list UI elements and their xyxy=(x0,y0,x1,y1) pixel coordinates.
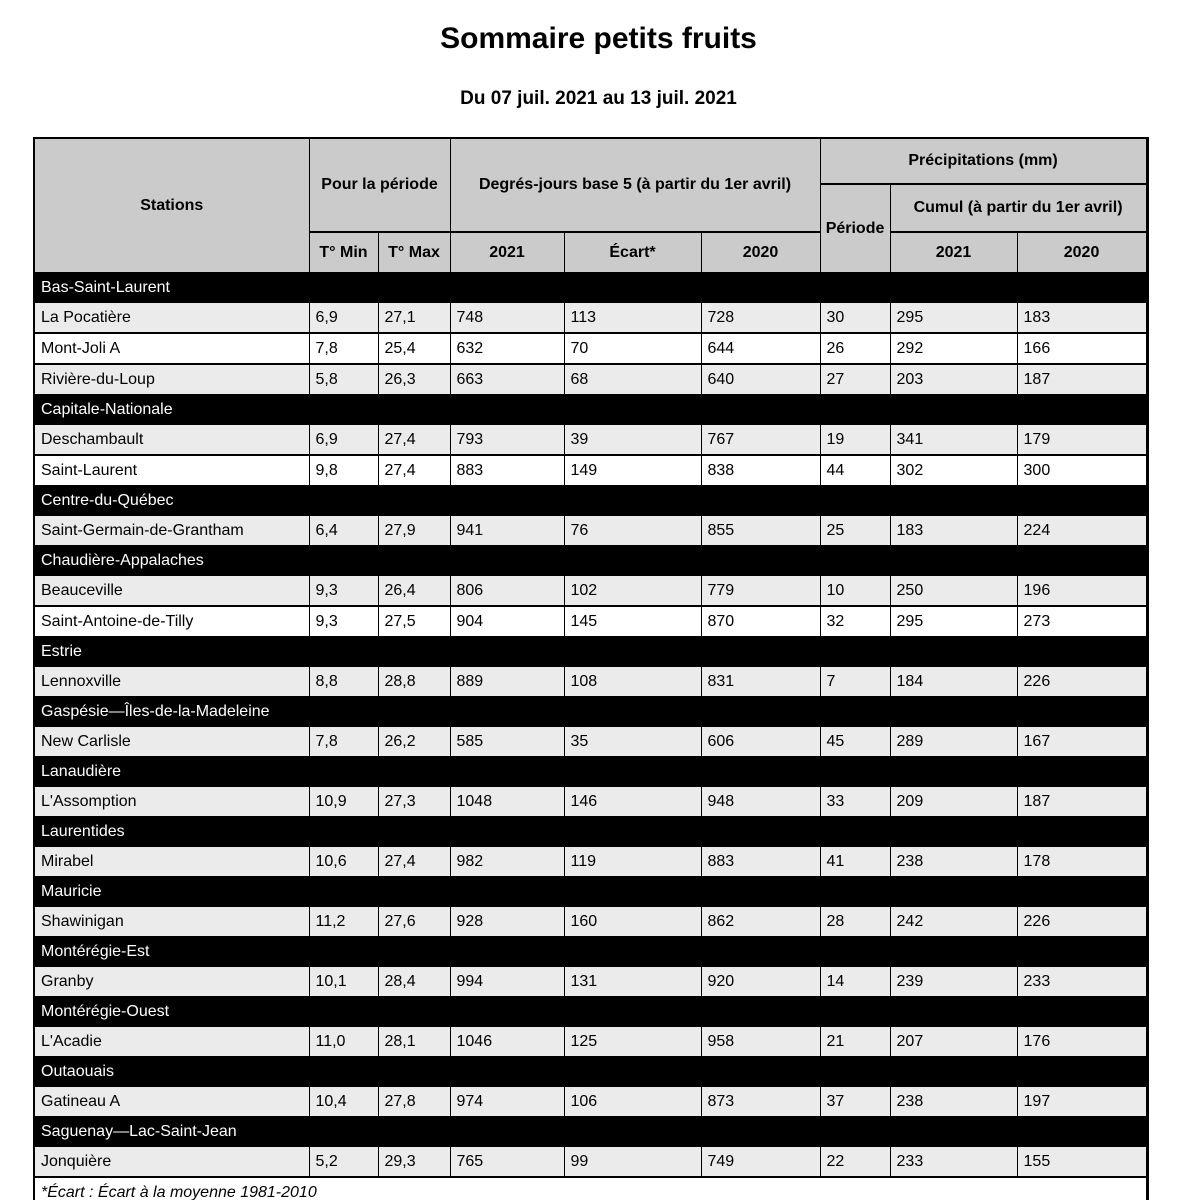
value-cell-cumul-2020: 224 xyxy=(1017,515,1147,546)
value-cell-dj-2020: 838 xyxy=(701,455,820,486)
region-row xyxy=(34,877,1147,906)
value-cell-t-max: 27,6 xyxy=(378,906,450,937)
value-cell-dj-2021: 765 xyxy=(450,1146,564,1177)
region-row xyxy=(34,486,1147,515)
station-row xyxy=(34,333,1147,364)
value-cell-precip-periode: 45 xyxy=(820,726,890,757)
header-pour-la-periode: Pour la période xyxy=(309,138,450,232)
station-name-cell: Saint-Laurent xyxy=(34,455,309,486)
value-cell-cumul-2020: 233 xyxy=(1017,966,1147,997)
value-cell-dj-2020: 640 xyxy=(701,364,820,395)
station-row xyxy=(34,302,1147,333)
header-dj-2021: 2021 xyxy=(450,232,564,273)
value-cell-t-min: 6,9 xyxy=(309,424,378,455)
region-header: Estrie xyxy=(34,637,1147,666)
station-row xyxy=(34,606,1147,637)
value-cell-t-min: 6,4 xyxy=(309,515,378,546)
value-cell-t-max: 29,3 xyxy=(378,1146,450,1177)
value-cell-cumul-2021: 289 xyxy=(890,726,1017,757)
value-cell-cumul-2021: 209 xyxy=(890,786,1017,817)
region-header: Bas-Saint-Laurent xyxy=(34,273,1147,302)
value-cell-t-max: 28,1 xyxy=(378,1026,450,1057)
value-cell-t-max: 27,8 xyxy=(378,1086,450,1117)
value-cell-dj-2021: 889 xyxy=(450,666,564,697)
footnote-row xyxy=(34,1177,1147,1200)
value-cell-dj-ecart: 102 xyxy=(564,575,701,606)
header-cumul: Cumul (à partir du 1er avril) xyxy=(890,184,1147,232)
value-cell-cumul-2020: 166 xyxy=(1017,333,1147,364)
value-cell-cumul-2021: 233 xyxy=(890,1146,1017,1177)
value-cell-t-min: 9,3 xyxy=(309,575,378,606)
value-cell-dj-2021: 806 xyxy=(450,575,564,606)
value-cell-dj-2021: 904 xyxy=(450,606,564,637)
value-cell-t-max: 25,4 xyxy=(378,333,450,364)
value-cell-cumul-2020: 176 xyxy=(1017,1026,1147,1057)
station-name-cell: Saint-Germain-de-Grantham xyxy=(34,515,309,546)
value-cell-precip-periode: 19 xyxy=(820,424,890,455)
station-name-cell: Lennoxville xyxy=(34,666,309,697)
value-cell-cumul-2020: 155 xyxy=(1017,1146,1147,1177)
region-row xyxy=(34,273,1147,302)
value-cell-dj-2020: 767 xyxy=(701,424,820,455)
summary-table xyxy=(33,137,1149,1200)
value-cell-dj-ecart: 76 xyxy=(564,515,701,546)
station-name-cell: Gatineau A xyxy=(34,1086,309,1117)
value-cell-cumul-2020: 273 xyxy=(1017,606,1147,637)
value-cell-dj-2021: 748 xyxy=(450,302,564,333)
value-cell-dj-2021: 883 xyxy=(450,455,564,486)
station-name-cell: L'Assomption xyxy=(34,786,309,817)
value-cell-precip-periode: 30 xyxy=(820,302,890,333)
value-cell-cumul-2021: 238 xyxy=(890,1086,1017,1117)
value-cell-t-min: 10,4 xyxy=(309,1086,378,1117)
value-cell-dj-2021: 793 xyxy=(450,424,564,455)
value-cell-dj-2021: 941 xyxy=(450,515,564,546)
date-range-subtitle: Du 07 juil. 2021 au 13 juil. 2021 xyxy=(460,88,737,109)
region-header: Laurentides xyxy=(34,817,1147,846)
header-stations: Stations xyxy=(34,138,309,273)
value-cell-cumul-2020: 183 xyxy=(1017,302,1147,333)
value-cell-t-max: 28,4 xyxy=(378,966,450,997)
table-header xyxy=(34,138,1147,273)
value-cell-t-min: 11,2 xyxy=(309,906,378,937)
value-cell-dj-ecart: 106 xyxy=(564,1086,701,1117)
station-row xyxy=(34,666,1147,697)
value-cell-dj-ecart: 39 xyxy=(564,424,701,455)
station-row xyxy=(34,1146,1147,1177)
value-cell-precip-periode: 28 xyxy=(820,906,890,937)
value-cell-t-max: 27,1 xyxy=(378,302,450,333)
value-cell-precip-periode: 22 xyxy=(820,1146,890,1177)
value-cell-dj-ecart: 146 xyxy=(564,786,701,817)
value-cell-cumul-2021: 250 xyxy=(890,575,1017,606)
value-cell-dj-ecart: 99 xyxy=(564,1146,701,1177)
footnote-text: *Écart : Écart à la moyenne 1981-2010 xyxy=(34,1177,1147,1200)
value-cell-dj-2021: 982 xyxy=(450,846,564,877)
value-cell-precip-periode: 10 xyxy=(820,575,890,606)
value-cell-cumul-2020: 167 xyxy=(1017,726,1147,757)
value-cell-precip-periode: 7 xyxy=(820,666,890,697)
value-cell-dj-2020: 948 xyxy=(701,786,820,817)
station-name-cell: Jonquière xyxy=(34,1146,309,1177)
region-header: Chaudière-Appalaches xyxy=(34,546,1147,575)
station-name-cell: L'Acadie xyxy=(34,1026,309,1057)
value-cell-dj-2020: 728 xyxy=(701,302,820,333)
value-cell-dj-2020: 920 xyxy=(701,966,820,997)
region-row xyxy=(34,697,1147,726)
value-cell-dj-2020: 749 xyxy=(701,1146,820,1177)
value-cell-dj-2020: 873 xyxy=(701,1086,820,1117)
value-cell-dj-2021: 663 xyxy=(450,364,564,395)
value-cell-dj-2020: 644 xyxy=(701,333,820,364)
header-t-max: T° Max xyxy=(378,232,450,273)
value-cell-precip-periode: 33 xyxy=(820,786,890,817)
value-cell-precip-periode: 44 xyxy=(820,455,890,486)
value-cell-cumul-2021: 341 xyxy=(890,424,1017,455)
value-cell-dj-ecart: 149 xyxy=(564,455,701,486)
value-cell-cumul-2021: 302 xyxy=(890,455,1017,486)
value-cell-precip-periode: 25 xyxy=(820,515,890,546)
header-t-min: T° Min xyxy=(309,232,378,273)
value-cell-t-min: 8,8 xyxy=(309,666,378,697)
header-dj-ecart: Écart* xyxy=(564,232,701,273)
value-cell-dj-ecart: 125 xyxy=(564,1026,701,1057)
page-title: Sommaire petits fruits xyxy=(440,22,757,55)
value-cell-dj-ecart: 160 xyxy=(564,906,701,937)
value-cell-cumul-2021: 242 xyxy=(890,906,1017,937)
value-cell-cumul-2021: 183 xyxy=(890,515,1017,546)
value-cell-precip-periode: 26 xyxy=(820,333,890,364)
value-cell-dj-ecart: 70 xyxy=(564,333,701,364)
value-cell-dj-ecart: 113 xyxy=(564,302,701,333)
value-cell-dj-2020: 831 xyxy=(701,666,820,697)
value-cell-cumul-2021: 292 xyxy=(890,333,1017,364)
value-cell-cumul-2021: 239 xyxy=(890,966,1017,997)
region-header: Mauricie xyxy=(34,877,1147,906)
value-cell-cumul-2020: 226 xyxy=(1017,906,1147,937)
table-body xyxy=(34,273,1147,1200)
value-cell-dj-ecart: 35 xyxy=(564,726,701,757)
region-header: Gaspésie—Îles-de-la-Madeleine xyxy=(34,697,1147,726)
region-row xyxy=(34,546,1147,575)
value-cell-cumul-2020: 187 xyxy=(1017,364,1147,395)
station-row xyxy=(34,786,1147,817)
header-cumul-2021: 2021 xyxy=(890,232,1017,273)
region-row xyxy=(34,1117,1147,1146)
header-degres-jours: Degrés-jours base 5 (à partir du 1er avril) xyxy=(450,138,820,232)
region-header: Montérégie-Est xyxy=(34,937,1147,966)
station-name-cell: Mont-Joli A xyxy=(34,333,309,364)
value-cell-dj-2021: 974 xyxy=(450,1086,564,1117)
value-cell-cumul-2021: 295 xyxy=(890,606,1017,637)
value-cell-t-max: 27,4 xyxy=(378,846,450,877)
value-cell-t-min: 6,9 xyxy=(309,302,378,333)
value-cell-t-min: 7,8 xyxy=(309,333,378,364)
value-cell-t-max: 27,9 xyxy=(378,515,450,546)
value-cell-cumul-2020: 196 xyxy=(1017,575,1147,606)
region-row xyxy=(34,637,1147,666)
value-cell-dj-2021: 1046 xyxy=(450,1026,564,1057)
region-header: Montérégie-Ouest xyxy=(34,997,1147,1026)
value-cell-cumul-2020: 226 xyxy=(1017,666,1147,697)
station-row xyxy=(34,846,1147,877)
value-cell-cumul-2020: 197 xyxy=(1017,1086,1147,1117)
station-name-cell: Rivière-du-Loup xyxy=(34,364,309,395)
station-row xyxy=(34,1026,1147,1057)
region-row xyxy=(34,817,1147,846)
region-header: Centre-du-Québec xyxy=(34,486,1147,515)
station-name-cell: Beauceville xyxy=(34,575,309,606)
value-cell-t-min: 5,8 xyxy=(309,364,378,395)
header-periode: Période xyxy=(820,184,890,273)
value-cell-dj-2020: 958 xyxy=(701,1026,820,1057)
value-cell-t-max: 26,3 xyxy=(378,364,450,395)
value-cell-cumul-2021: 184 xyxy=(890,666,1017,697)
value-cell-dj-2020: 779 xyxy=(701,575,820,606)
value-cell-precip-periode: 27 xyxy=(820,364,890,395)
value-cell-cumul-2020: 300 xyxy=(1017,455,1147,486)
region-header: Outaouais xyxy=(34,1057,1147,1086)
value-cell-t-min: 7,8 xyxy=(309,726,378,757)
station-name-cell: Saint-Antoine-de-Tilly xyxy=(34,606,309,637)
value-cell-cumul-2021: 295 xyxy=(890,302,1017,333)
header-precipitations: Précipitations (mm) xyxy=(820,138,1147,184)
value-cell-t-min: 9,8 xyxy=(309,455,378,486)
station-row xyxy=(34,966,1147,997)
value-cell-t-max: 27,3 xyxy=(378,786,450,817)
value-cell-precip-periode: 14 xyxy=(820,966,890,997)
value-cell-dj-2020: 883 xyxy=(701,846,820,877)
value-cell-t-max: 27,5 xyxy=(378,606,450,637)
value-cell-precip-periode: 37 xyxy=(820,1086,890,1117)
station-row xyxy=(34,906,1147,937)
value-cell-precip-periode: 41 xyxy=(820,846,890,877)
value-cell-precip-periode: 21 xyxy=(820,1026,890,1057)
station-row xyxy=(34,364,1147,395)
value-cell-t-min: 10,9 xyxy=(309,786,378,817)
station-row xyxy=(34,575,1147,606)
region-row xyxy=(34,997,1147,1026)
station-name-cell: New Carlisle xyxy=(34,726,309,757)
value-cell-dj-2020: 862 xyxy=(701,906,820,937)
value-cell-dj-ecart: 131 xyxy=(564,966,701,997)
value-cell-t-min: 5,2 xyxy=(309,1146,378,1177)
value-cell-t-min: 10,6 xyxy=(309,846,378,877)
station-name-cell: Granby xyxy=(34,966,309,997)
value-cell-dj-ecart: 108 xyxy=(564,666,701,697)
station-row xyxy=(34,726,1147,757)
region-row xyxy=(34,937,1147,966)
value-cell-t-max: 27,4 xyxy=(378,424,450,455)
value-cell-t-min: 11,0 xyxy=(309,1026,378,1057)
value-cell-dj-2021: 928 xyxy=(450,906,564,937)
value-cell-cumul-2020: 178 xyxy=(1017,846,1147,877)
value-cell-dj-ecart: 68 xyxy=(564,364,701,395)
value-cell-cumul-2020: 179 xyxy=(1017,424,1147,455)
value-cell-precip-periode: 32 xyxy=(820,606,890,637)
value-cell-dj-2021: 632 xyxy=(450,333,564,364)
value-cell-cumul-2021: 238 xyxy=(890,846,1017,877)
value-cell-t-min: 9,3 xyxy=(309,606,378,637)
value-cell-dj-2021: 994 xyxy=(450,966,564,997)
region-header: Saguenay—Lac-Saint-Jean xyxy=(34,1117,1147,1146)
station-name-cell: Shawinigan xyxy=(34,906,309,937)
station-row xyxy=(34,455,1147,486)
value-cell-t-max: 28,8 xyxy=(378,666,450,697)
value-cell-t-max: 27,4 xyxy=(378,455,450,486)
station-name-cell: Mirabel xyxy=(34,846,309,877)
region-row xyxy=(34,1057,1147,1086)
station-row xyxy=(34,424,1147,455)
header-dj-2020: 2020 xyxy=(701,232,820,273)
region-row xyxy=(34,395,1147,424)
value-cell-t-max: 26,4 xyxy=(378,575,450,606)
station-row xyxy=(34,1086,1147,1117)
value-cell-t-max: 26,2 xyxy=(378,726,450,757)
value-cell-cumul-2020: 187 xyxy=(1017,786,1147,817)
value-cell-dj-2020: 870 xyxy=(701,606,820,637)
region-header: Capitale-Nationale xyxy=(34,395,1147,424)
station-name-cell: La Pocatière xyxy=(34,302,309,333)
value-cell-dj-2020: 855 xyxy=(701,515,820,546)
value-cell-cumul-2021: 203 xyxy=(890,364,1017,395)
value-cell-dj-2021: 1048 xyxy=(450,786,564,817)
value-cell-dj-2021: 585 xyxy=(450,726,564,757)
header-cumul-2020: 2020 xyxy=(1017,232,1147,273)
region-row xyxy=(34,757,1147,786)
station-name-cell: Deschambault xyxy=(34,424,309,455)
value-cell-t-min: 10,1 xyxy=(309,966,378,997)
value-cell-cumul-2021: 207 xyxy=(890,1026,1017,1057)
value-cell-dj-ecart: 145 xyxy=(564,606,701,637)
value-cell-dj-2020: 606 xyxy=(701,726,820,757)
value-cell-dj-ecart: 119 xyxy=(564,846,701,877)
station-row xyxy=(34,515,1147,546)
region-header: Lanaudière xyxy=(34,757,1147,786)
